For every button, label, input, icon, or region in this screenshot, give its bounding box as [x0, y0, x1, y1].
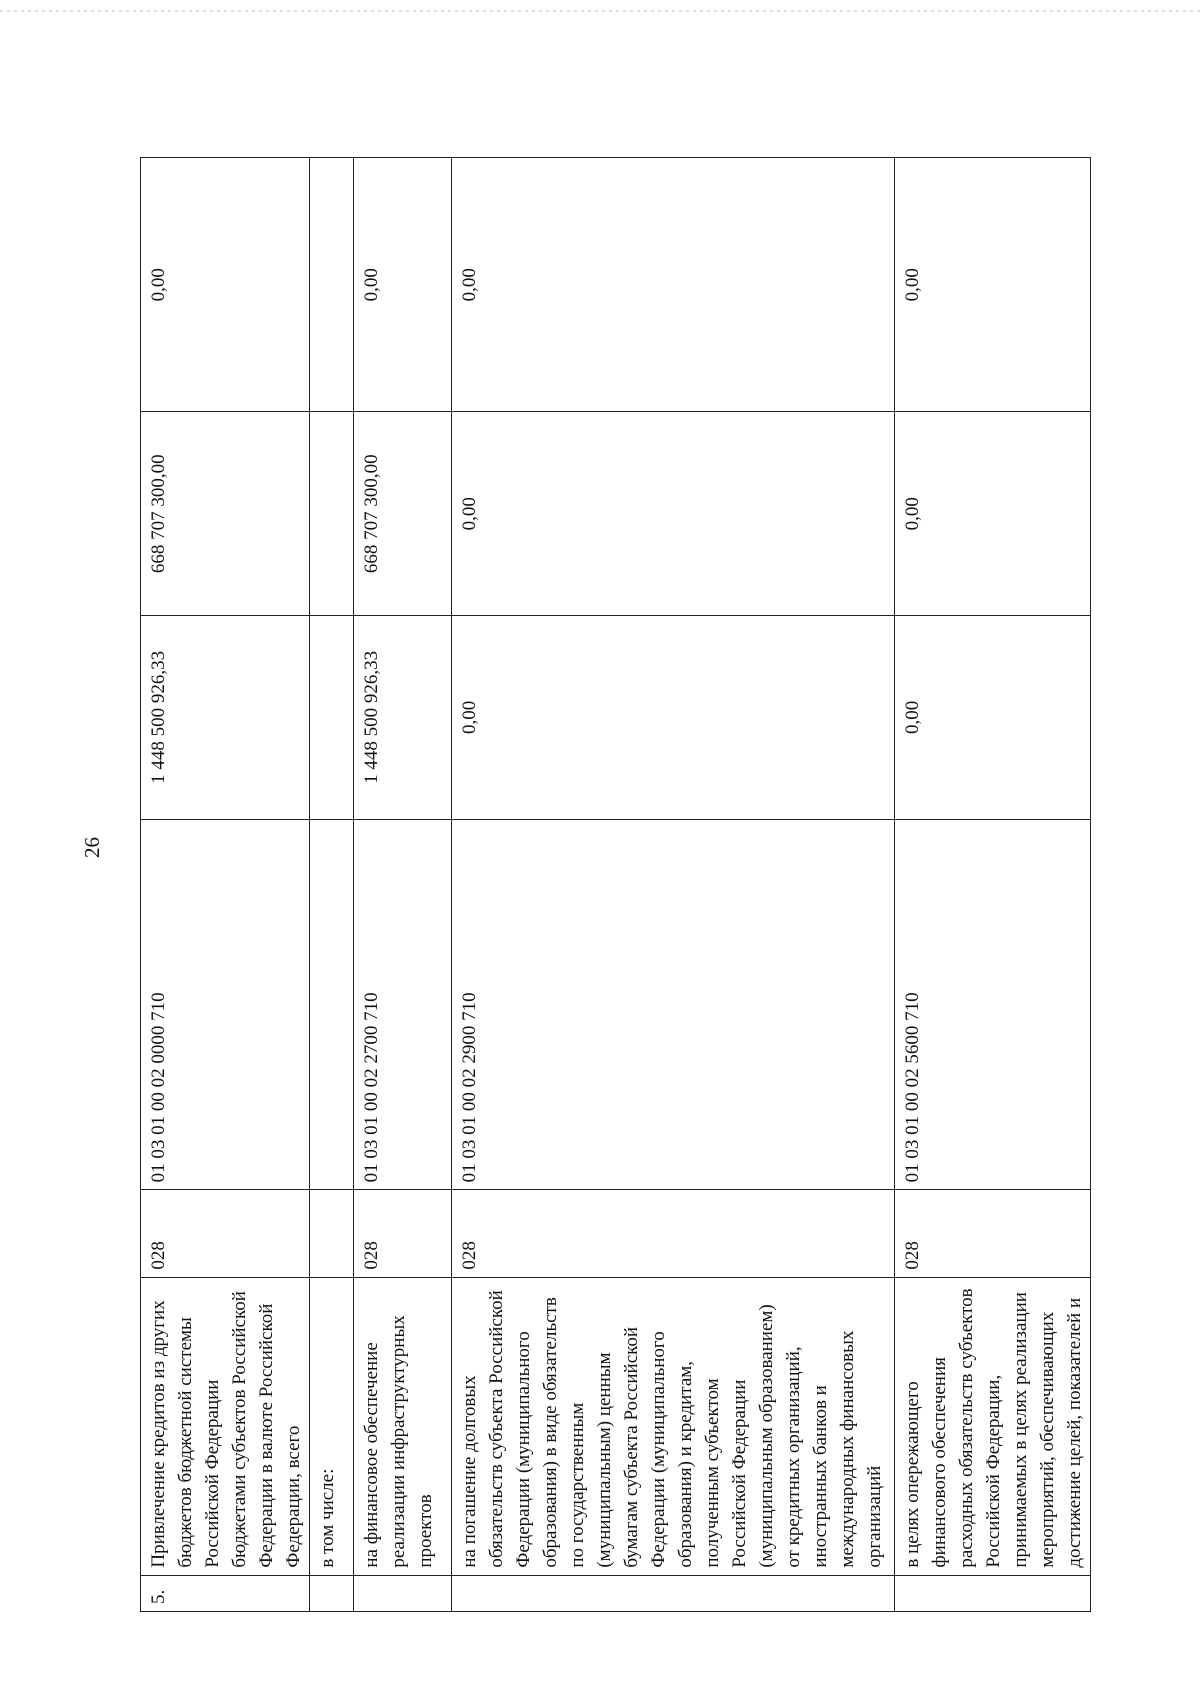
row-description: на финансовое обеспечение реализации инфраструктурных проектов [354, 1277, 452, 1575]
budget-code-cell: 01 03 01 00 02 2900 710 [452, 819, 895, 1190]
sources-financing-table [140, 157, 1091, 1612]
page-number: 26 [80, 837, 104, 858]
table-row [452, 158, 895, 1612]
table-row [354, 158, 452, 1612]
row-number [452, 1575, 895, 1611]
row-description: Привлечение кредитов из других бюджетов бюджетной системы Российской Федерации бюджетами субъектов Российской Федерации в валюте Российской Федерации, всего [141, 1277, 310, 1575]
row-description: в целях опережающего финансового обеспечения расходных обязательств субъектов Российской Федерации, принимаемых в целях реализации мероприятий, обеспечивающих достижение целей, показателей и [895, 1277, 1091, 1575]
admin-code-cell: 028 [354, 1190, 452, 1277]
value-cell-3: 0,00 [895, 158, 1091, 412]
rotated-table-wrapper [140, 157, 1085, 1612]
row-number [895, 1575, 1091, 1611]
row-description: на погашение долговых обязательств субъекта Российской Федерации (муниципального образования) в виде обязательств по государственным (муниципальным) ценным бумагам субъекта Российской Федерации (муниципального образования) и кредитам, полученным субъектом Российской Федерации (муниципальным образованием) от кредитных организаций, иностранных банков и международных финансовых организаций [452, 1277, 895, 1575]
value-cell-1: 0,00 [895, 616, 1091, 820]
value-cell-3: 0,00 [141, 158, 310, 412]
value-cell-1: 1 448 500 926,33 [354, 616, 452, 820]
value-cell-2 [310, 412, 354, 616]
scan-edge [0, 10, 1200, 12]
admin-code-cell [310, 1190, 354, 1277]
budget-code-cell: 01 03 01 00 02 2700 710 [354, 819, 452, 1190]
table-row [895, 158, 1091, 1612]
admin-code-cell: 028 [141, 1190, 310, 1277]
budget-code-cell [310, 819, 354, 1190]
value-cell-3: 0,00 [354, 158, 452, 412]
row-number: 5. [141, 1575, 310, 1611]
value-cell-2: 668 707 300,00 [141, 412, 310, 616]
value-cell-1: 1 448 500 926,33 [141, 616, 310, 820]
table-row [141, 158, 310, 1612]
value-cell-3: 0,00 [452, 158, 895, 412]
value-cell-2: 668 707 300,00 [354, 412, 452, 616]
value-cell-1 [310, 616, 354, 820]
row-number [354, 1575, 452, 1611]
admin-code-cell: 028 [452, 1190, 895, 1277]
budget-code-cell: 01 03 01 00 02 0000 710 [141, 819, 310, 1190]
value-cell-1: 0,00 [452, 616, 895, 820]
budget-code-cell: 01 03 01 00 02 5600 710 [895, 819, 1091, 1190]
table-row [310, 158, 354, 1612]
row-description: в том числе: [310, 1277, 354, 1575]
admin-code-cell: 028 [895, 1190, 1091, 1277]
row-number [310, 1575, 354, 1611]
value-cell-2: 0,00 [452, 412, 895, 616]
value-cell-2: 0,00 [895, 412, 1091, 616]
value-cell-3 [310, 158, 354, 412]
